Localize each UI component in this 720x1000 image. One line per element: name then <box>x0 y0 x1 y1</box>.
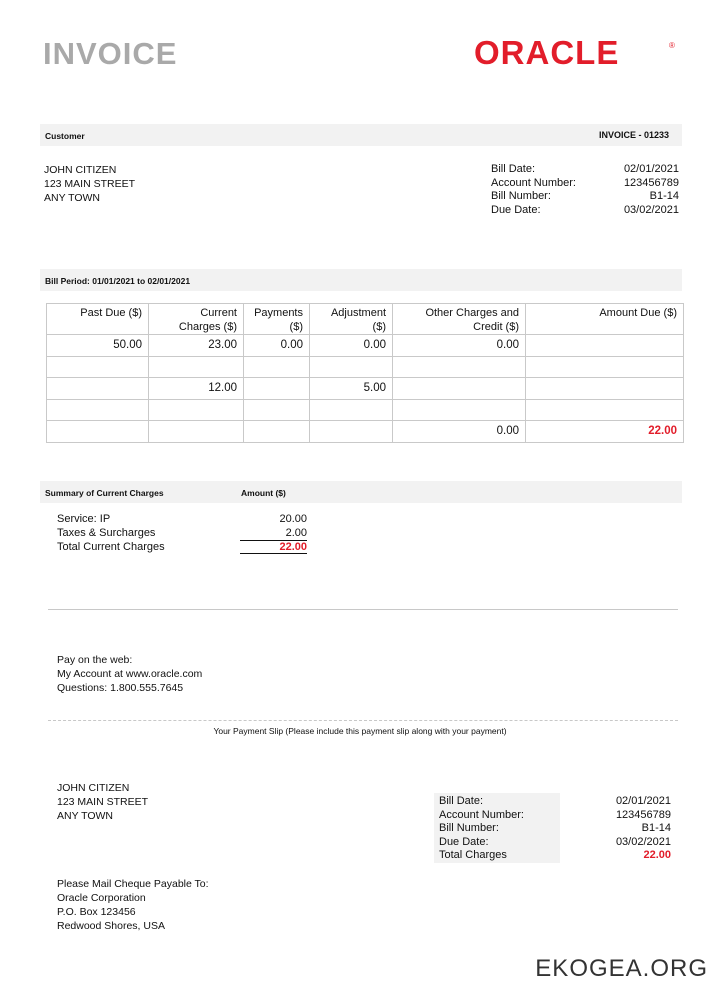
bill-info-row <box>491 204 679 218</box>
table-cell <box>393 356 526 378</box>
customer-town: ANY TOWN <box>44 192 101 204</box>
slip-info-row <box>439 809 671 823</box>
due-date-label: Due Date: <box>491 203 541 216</box>
table-row <box>47 356 684 378</box>
table-cell <box>244 399 310 421</box>
table-cell <box>149 399 244 421</box>
cut-line <box>48 720 678 721</box>
col-past-due: Past Due ($) <box>47 304 149 335</box>
table-cell <box>244 421 310 443</box>
customer-band <box>40 124 682 146</box>
account-number-label: Account Number: <box>491 176 576 189</box>
slip-town: ANY TOWN <box>57 810 114 822</box>
table-cell <box>526 399 684 421</box>
table-cell <box>47 399 149 421</box>
payment-instructions <box>57 653 202 695</box>
table-cell <box>393 378 526 400</box>
table-cell <box>310 421 393 443</box>
mail-cheque-address <box>57 877 209 933</box>
col-amount-due: Amount Due ($) <box>526 304 684 335</box>
table-cell <box>526 335 684 357</box>
slip-bill-number-value: B1-14 <box>641 822 671 834</box>
table-header-row <box>47 304 684 335</box>
slip-info-row <box>439 822 671 836</box>
invoice-number: INVOICE - 01233 <box>598 130 669 140</box>
table-cell: 0.00 <box>310 335 393 357</box>
table-cell <box>310 399 393 421</box>
summary-total-value: 22.00 <box>240 540 307 554</box>
table-cell <box>47 378 149 400</box>
slip-address <box>57 781 148 823</box>
table-cell: 12.00 <box>149 378 244 400</box>
slip-name: JOHN CITIZEN <box>57 782 130 794</box>
table-cell: 0.00 <box>393 421 526 443</box>
amount-due-total: 22.00 <box>526 421 684 443</box>
bill-number-value: B1-14 <box>649 190 679 202</box>
table-cell: 0.00 <box>393 335 526 357</box>
table-cell <box>393 399 526 421</box>
bill-info-row <box>491 177 679 191</box>
mail-heading: Please Mail Cheque Payable To: <box>57 878 209 890</box>
bill-info-row <box>491 190 679 204</box>
slip-total-value: 22.00 <box>643 849 671 861</box>
bill-info <box>491 163 679 217</box>
customer-street: 123 MAIN STREET <box>44 178 136 190</box>
slip-total-row <box>439 849 671 863</box>
table-cell <box>526 378 684 400</box>
pay-phone: Questions: 1.800.555.7645 <box>57 682 184 694</box>
summary-list <box>57 512 307 554</box>
slip-info-row <box>439 795 671 809</box>
customer-label: Customer <box>45 131 85 141</box>
slip-total-label: Total Charges <box>439 849 507 861</box>
table-cell: 50.00 <box>47 335 149 357</box>
table-cell: 5.00 <box>310 378 393 400</box>
col-payments: Payments ($) <box>244 304 310 335</box>
summary-amount-header: Amount ($) <box>241 488 286 498</box>
section-divider <box>48 609 678 610</box>
registered-mark: ® <box>669 41 675 50</box>
table-cell <box>244 378 310 400</box>
bill-date-label: Bill Date: <box>491 163 536 175</box>
summary-item-value: 20.00 <box>279 513 307 525</box>
table-cell <box>149 421 244 443</box>
account-number-value: 123456789 <box>623 176 679 189</box>
pay-web-heading: Pay on the web: <box>57 654 133 666</box>
table-row <box>47 335 684 357</box>
slip-due-date-label: Due Date: <box>439 835 489 848</box>
table-cell: 0.00 <box>244 335 310 357</box>
invoice-title: INVOICE <box>43 36 178 71</box>
mail-po-box: P.O. Box 123456 <box>57 906 136 918</box>
slip-due-date-value: 03/02/2021 <box>615 835 671 848</box>
mail-company: Oracle Corporation <box>57 892 146 904</box>
summary-item-value: 2.00 <box>285 527 307 539</box>
mail-city: Redwood Shores, USA <box>57 920 165 932</box>
slip-info-row <box>439 836 671 850</box>
table-row <box>47 378 684 400</box>
table-cell: 23.00 <box>149 335 244 357</box>
payment-slip-caption: Your Payment Slip (Please include this payment slip along with your payment) <box>213 726 507 736</box>
summary-title: Summary of Current Charges <box>45 488 164 498</box>
col-other-charges: Other Charges and Credit ($) <box>393 304 526 335</box>
slip-account-label: Account Number: <box>439 808 524 821</box>
slip-bill-date-value: 02/01/2021 <box>615 795 671 807</box>
summary-item-label: Service: IP <box>57 513 111 525</box>
pay-web-link: My Account at www.oracle.com <box>57 668 203 680</box>
watermark: EKOGEA.ORG <box>535 955 708 982</box>
slip-street: 123 MAIN STREET <box>57 796 149 808</box>
table-row <box>47 399 684 421</box>
bill-period-band <box>40 269 682 291</box>
summary-band <box>40 481 682 503</box>
customer-address <box>44 163 135 205</box>
oracle-logo: ORACLE <box>474 34 620 71</box>
table-cell <box>47 356 149 378</box>
col-current-charges: Current Charges ($) <box>149 304 244 335</box>
col-adjustment: Adjustment ($) <box>310 304 393 335</box>
table-cell <box>47 421 149 443</box>
bill-date-value: 02/01/2021 <box>623 163 679 175</box>
slip-info <box>439 795 671 863</box>
summary-total-label: Total Current Charges <box>57 541 165 553</box>
bill-period: Bill Period: 01/01/2021 to 02/01/2021 <box>45 276 191 286</box>
summary-total <box>57 540 307 554</box>
summary-item <box>57 512 307 526</box>
summary-item-label: Taxes & Surcharges <box>57 527 156 539</box>
table-cell <box>149 356 244 378</box>
due-date-value: 03/02/2021 <box>623 203 679 216</box>
bill-number-label: Bill Number: <box>491 190 551 202</box>
bill-info-row <box>491 163 679 177</box>
customer-name: JOHN CITIZEN <box>44 164 117 176</box>
charges-table <box>46 303 684 443</box>
slip-account-value: 123456789 <box>615 808 671 821</box>
table-cell <box>310 356 393 378</box>
table-cell <box>526 356 684 378</box>
slip-bill-number-label: Bill Number: <box>439 822 499 834</box>
slip-bill-date-label: Bill Date: <box>439 795 484 807</box>
table-row <box>47 421 684 443</box>
table-cell <box>244 356 310 378</box>
summary-item <box>57 526 307 540</box>
